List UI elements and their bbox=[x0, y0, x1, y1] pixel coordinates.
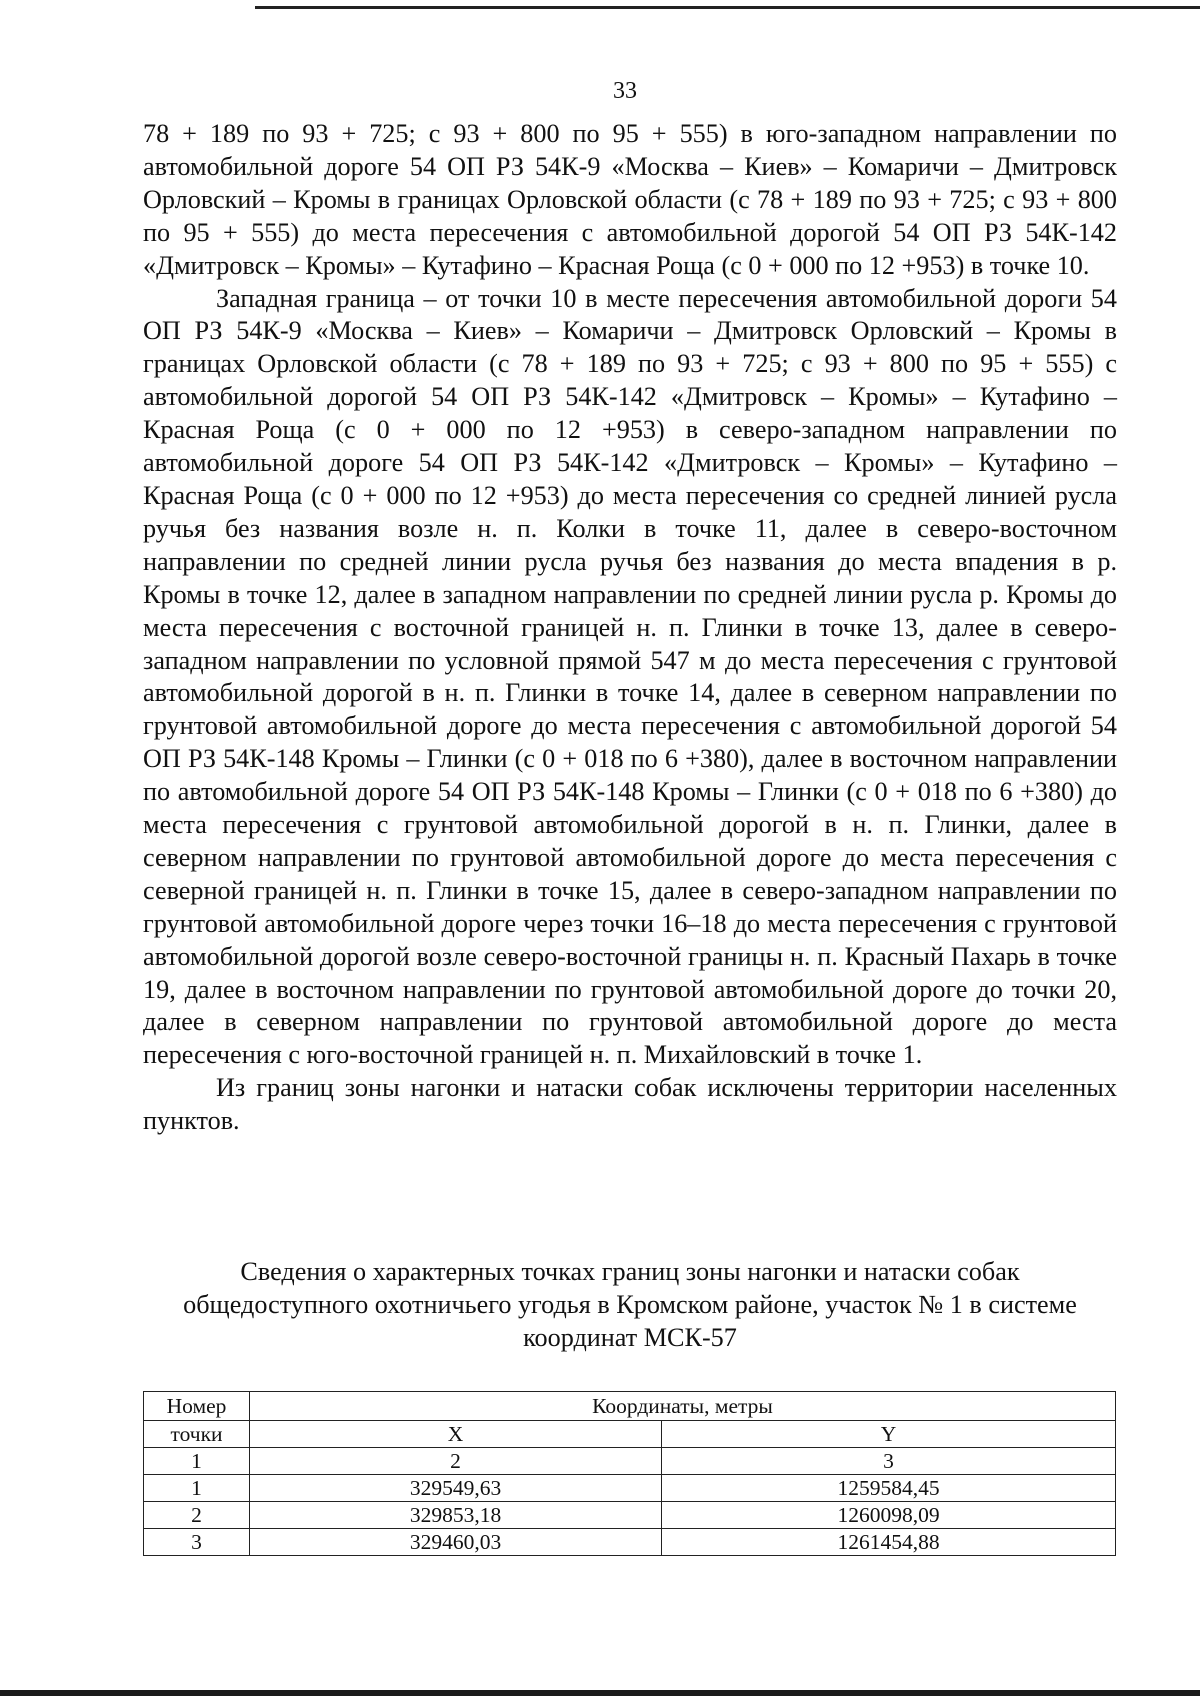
point-number-cell: 1 bbox=[144, 1475, 250, 1502]
table-caption-line: общедоступного охотничьего угодья в Кромском районе, участок № 1 в системе bbox=[183, 1289, 1077, 1319]
table-row bbox=[144, 1529, 1116, 1556]
header-y: Y bbox=[662, 1421, 1116, 1448]
header-point-number-cont: точки bbox=[144, 1421, 250, 1448]
top-border-line bbox=[255, 6, 1200, 9]
document-body bbox=[143, 118, 1117, 1138]
paragraph-exclusions: Из границ зоны нагонки и натаски собак исключены территории населенных пунктов. bbox=[143, 1073, 1117, 1136]
coordinates-table bbox=[143, 1391, 1116, 1556]
x-coordinate-cell: 329460,03 bbox=[250, 1529, 662, 1556]
x-coordinate-cell: 329549,63 bbox=[250, 1475, 662, 1502]
header-coordinates: Координаты, метры bbox=[250, 1392, 1116, 1421]
column-number: 2 bbox=[250, 1448, 662, 1475]
header-point-number: Номер bbox=[144, 1392, 250, 1421]
column-number: 1 bbox=[144, 1448, 250, 1475]
point-number-cell: 2 bbox=[144, 1502, 250, 1529]
column-number: 3 bbox=[662, 1448, 1116, 1475]
point-number-cell: 3 bbox=[144, 1529, 250, 1556]
page-number: 33 bbox=[613, 78, 637, 104]
x-coordinate-cell: 329853,18 bbox=[250, 1502, 662, 1529]
table-row bbox=[144, 1502, 1116, 1529]
table-header-row bbox=[144, 1392, 1116, 1421]
bottom-border-line bbox=[0, 1690, 1200, 1696]
table-header-row bbox=[144, 1421, 1116, 1448]
table-caption-line: Сведения о характерных точках границ зоны нагонки и натаски собак bbox=[240, 1257, 1020, 1286]
paragraph-continuation: 78 + 189 по 93 + 725; с 93 + 800 по 95 + 555) в юго-западном направлении по автомобильной дороге 54 ОП РЗ 54К-9 «Москва – Киев» – Комаричи – Дмитровск Орловский – Кромы в границах Орловской области (с 78 + 189 по 93 + 725; с 93 + 800 по 95 + 555) до места пересечения с автомобильной дорогой 54 ОП РЗ 54К-142 «Дмитровск – Кромы» – Кутафино – Красная Роща (с 0 + 000 по 12 +953) в точке 10. bbox=[143, 119, 1117, 280]
y-coordinate-cell: 1261454,88 bbox=[662, 1529, 1116, 1556]
column-number-row bbox=[144, 1448, 1116, 1475]
paragraph-western-border: Западная граница – от точки 10 в месте пересечения автомобильной дороги 54 ОП РЗ 54К-9 «Москва – Киев» – Комаричи – Дмитровск Орловский – Кромы в границах Орловской области (с 78 + 189 по 93 + 725; с 93 + 800 по 95 + 555) с автомобильной дорогой 54 ОП РЗ 54К-142 «Дмитровск – Кромы» – Кутафино – Красная Роща (с 0 + 000 по 12 +953) в северо-западном направлении по автомобильной дороге 54 ОП РЗ 54К-142 «Дмитровск – Кромы» – Кутафино – Красная Роща (с 0 + 000 по 12 +953) до места пересечения со средней линией русла ручья без названия возле н. п. Колки в точке 11, далее в северо-восточном направлении по средней линии русла ручья без названия до места впадения в р. Кромы в точке 12, далее в западном направлении по средней линии русла р. Кромы до места пересечения с восточной границей н. п. Глинки в точке 13, далее в северо-западном направлении по условной прямой 547 м до места пересечения с грунтовой автомобильной дорогой в н. п. Глинки в точке 14, далее в северном направлении по грунтовой автомобильной дороге до места пересечения с автомобильной дорогой 54 ОП РЗ 54К-148 Кромы – Глинки (с 0 + 018 по 6 +380), далее в восточном направлении по автомобильной дороге 54 ОП РЗ 54К-148 Кромы – Глинки (с 0 + 018 по 6 +380) до места пересечения с грунтовой автомобильной дорогой в н. п. Глинки, далее в северном направлении по грунтовой автомобильной дороге до места пересечения с северной границей н. п. Глинки в точке 15, далее в северо-западном направлении по грунтовой автомобильной дороге через точки 16–18 до места пересечения с грунтовой автомобильной дорогой возле северо-восточной границы н. п. Красный Пахарь в точке 19, далее в восточном направлении по грунтовой автомобильной дороге до точки 20, далее в северном направлении по грунтовой автомобильной дороге до места пересечения с юго-восточной границей н. п. Михайловский в точке 1. bbox=[143, 283, 1117, 1070]
table-row bbox=[144, 1475, 1116, 1502]
header-x: X bbox=[250, 1421, 662, 1448]
y-coordinate-cell: 1260098,09 bbox=[662, 1502, 1116, 1529]
y-coordinate-cell: 1259584,45 bbox=[662, 1475, 1116, 1502]
table-caption-line: координат МСК-57 bbox=[523, 1322, 737, 1352]
table-caption bbox=[140, 1256, 1120, 1355]
